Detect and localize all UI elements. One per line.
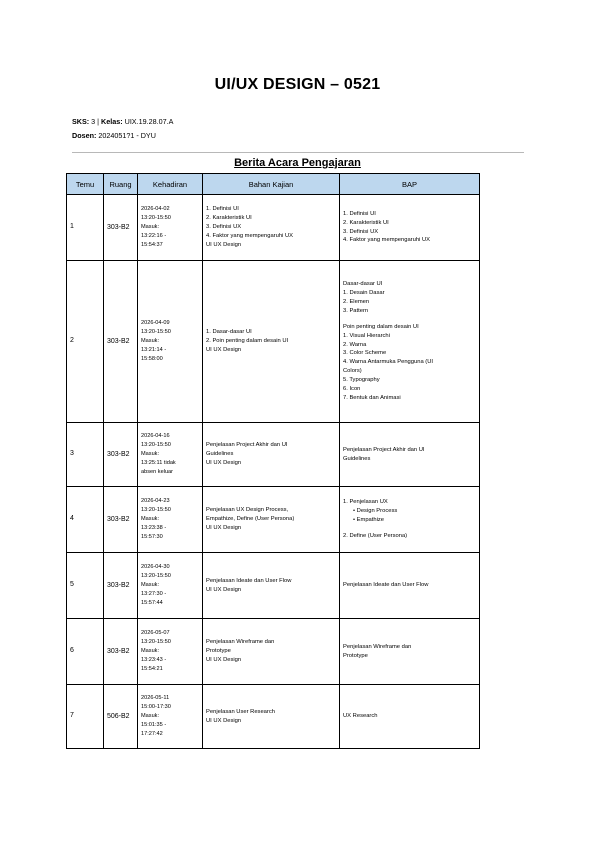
bap-cell-line: 4. Faktor yang mempengaruhi UX: [343, 237, 430, 244]
bahan-kajian-cell-line: 2. Karakteristik UI: [206, 215, 252, 222]
bap-cell-line: [343, 525, 476, 532]
table-row: [67, 553, 480, 619]
kehadiran-cell-line: 13:20-15:50: [141, 573, 171, 580]
column-header-kehadiran: Kehadiran: [138, 174, 203, 195]
attendance-table: [66, 173, 480, 749]
bahan-kajian-cell: [203, 261, 340, 423]
bap-cell-line: UX Research: [343, 713, 378, 719]
bap-cell: [340, 261, 480, 423]
kehadiran-cell-line: 17:27:42: [141, 730, 163, 737]
bap-cell-line: 1. Definisi UI: [343, 210, 376, 217]
kehadiran-cell-line: 13:23:38 -: [141, 524, 167, 531]
kehadiran-cell-line: Masuk:: [141, 713, 160, 720]
bap-cell-line: 4. Warna Antarmuka Pengguna (UI: [343, 359, 434, 366]
bap-cell-line: 2. Karakteristik UI: [343, 219, 389, 226]
sks-value: 3 |: [89, 117, 102, 126]
bahan-kajian-cell: [203, 553, 340, 619]
bap-cell-line: Dasar-dasar UI: [343, 280, 383, 287]
kelas-label: Kelas:: [101, 117, 123, 126]
kehadiran-cell-line: 15:01:35 -: [141, 721, 167, 728]
bap-cell-line: [343, 316, 476, 323]
bap-cell-line: 2. Elemen: [343, 298, 370, 305]
bap-cell: [340, 685, 480, 749]
bahan-kajian-cell-line: Penjelasan User Research: [206, 708, 275, 715]
table-row: [67, 685, 480, 749]
bahan-kajian-cell-line: UI UX Design: [206, 524, 242, 531]
kehadiran-cell-line: 13:21:14 -: [141, 346, 167, 353]
bahan-kajian-cell-line: Prototype: [206, 648, 231, 654]
kehadiran-cell-line: 15:57:44: [141, 599, 163, 606]
course-meta: [72, 117, 173, 126]
bahan-kajian-cell-line: 3. Definisi UX: [206, 224, 242, 230]
kehadiran-cell: [138, 685, 203, 749]
column-header-ruang: Ruang: [104, 174, 138, 195]
kehadiran-cell-line: 15:58:00: [141, 355, 163, 362]
table-row: [67, 423, 480, 487]
kehadiran-cell-line: 13:20-15:50: [141, 215, 171, 222]
bahan-kajian-cell: [203, 423, 340, 487]
kehadiran-cell: [138, 553, 203, 619]
kehadiran-cell-line: 2026-04-02: [141, 206, 170, 213]
kehadiran-cell-line: 2026-04-23: [141, 498, 170, 505]
bap-cell: [340, 619, 480, 685]
bahan-kajian-cell-line: UI UX Design: [206, 656, 242, 663]
ruang-cell: 303-B2: [104, 619, 138, 685]
kehadiran-cell-line: 15:57:30: [141, 533, 163, 540]
kehadiran-cell: [138, 487, 203, 553]
table-row: [67, 487, 480, 553]
kehadiran-cell-line: Masuk:: [141, 516, 160, 523]
bap-cell-line: 6. Icon: [343, 386, 361, 393]
column-header-temu: Temu: [67, 174, 104, 195]
kehadiran-cell-line: 15:54:21: [141, 665, 163, 672]
ruang-cell: 303-B2: [104, 195, 138, 261]
kehadiran-cell: [138, 261, 203, 423]
kehadiran-cell-line: 2026-04-09: [141, 320, 170, 327]
temu-cell: 2: [67, 261, 104, 423]
header-divider: [72, 152, 524, 153]
bahan-kajian-cell: [203, 487, 340, 553]
bahan-kajian-cell-line: 1. Definisi UI: [206, 206, 239, 213]
ruang-cell: 303-B2: [104, 423, 138, 487]
kehadiran-cell-line: Masuk:: [141, 648, 160, 655]
bap-cell-line: Prototype: [343, 652, 368, 659]
bap-cell-line: 1. Desain Dasar: [343, 289, 385, 296]
kelas-value: UIX.19.28.07.A: [122, 117, 174, 126]
bahan-kajian-cell-line: Guidelines: [206, 451, 234, 457]
kehadiran-cell-line: 15:54:37: [141, 241, 163, 248]
bap-cell-line: Penjelasan Wireframe dan: [343, 643, 412, 650]
sks-label: SKS:: [72, 117, 90, 126]
bahan-kajian-cell-line: 2. Poin penting dalam desain UI: [206, 338, 289, 344]
kehadiran-cell-line: absen keluar: [141, 468, 174, 475]
dosen-value: 2024051?1 - DYU: [96, 131, 156, 140]
kehadiran-cell-line: Masuk:: [141, 451, 160, 458]
bahan-kajian-cell: [203, 685, 340, 749]
temu-cell: 1: [67, 195, 104, 261]
kehadiran-cell-line: 13:22:16 -: [141, 232, 167, 239]
ruang-cell: 506-B2: [104, 685, 138, 749]
temu-cell: 7: [67, 685, 104, 749]
temu-cell: 4: [67, 487, 104, 553]
kehadiran-cell-line: Masuk:: [141, 582, 160, 589]
kehadiran-cell-line: 13:25:11 tidak: [141, 459, 176, 466]
bahan-kajian-cell-line: Penjelasan UX Design Process,: [206, 507, 289, 514]
ruang-cell: 303-B2: [104, 261, 138, 423]
bahan-kajian-cell-line: Empathize, Define (User Persona): [206, 516, 295, 522]
bahan-kajian-cell-line: 1. Dasar-dasar UI: [206, 329, 252, 336]
dosen-label: Dosen:: [72, 131, 97, 140]
bap-cell-line: Penjelasan Project Akhir dan UI: [343, 446, 425, 453]
ruang-cell: 303-B2: [104, 487, 138, 553]
kehadiran-cell-line: 13:20-15:50: [141, 507, 171, 514]
kehadiran-cell-line: 13:20-15:50: [141, 329, 171, 336]
kehadiran-cell-line: Masuk:: [141, 338, 160, 345]
bahan-kajian-cell-line: UI UX Design: [206, 346, 242, 353]
bahan-kajian-cell-line: Penjelasan Ideate dan User Flow: [206, 577, 292, 584]
bahan-kajian-cell-line: UI UX Design: [206, 717, 242, 724]
bap-cell-line: 2. Define (User Persona): [343, 532, 408, 539]
bap-cell-line: • Empathize: [353, 517, 385, 523]
page-title: UI/UX DESIGN – 0521: [214, 76, 381, 93]
temu-cell: 3: [67, 423, 104, 487]
bap-cell-line: Guidelines: [343, 455, 371, 462]
bap-cell: [340, 553, 480, 619]
kehadiran-cell-line: 13:23:43 -: [141, 656, 167, 663]
bap-cell-line: • Design Process: [353, 508, 398, 515]
kehadiran-cell: [138, 619, 203, 685]
ruang-cell: 303-B2: [104, 553, 138, 619]
bap-cell-line: Colors): [343, 368, 362, 375]
bap-cell-line: 3. Pattern: [343, 307, 369, 314]
kehadiran-cell-line: 2026-04-30: [141, 564, 170, 571]
bap-cell: [340, 195, 480, 261]
kehadiran-cell-line: 15:00-17:30: [141, 704, 171, 711]
bap-cell: [340, 423, 480, 487]
bahan-kajian-cell-line: Penjelasan Project Akhir dan UI: [206, 442, 288, 449]
table-title: Berita Acara Pengajaran: [234, 157, 361, 169]
table-row: [67, 261, 480, 423]
kehadiran-cell: [138, 423, 203, 487]
bap-cell-line: Poin penting dalam desain UI: [343, 323, 419, 330]
table-row: [67, 619, 480, 685]
kehadiran-cell-line: 13:20-15:50: [141, 442, 171, 449]
bahan-kajian-cell: [203, 195, 340, 261]
bap-cell-line: 2. Warna: [343, 341, 367, 348]
table-row: [67, 195, 480, 261]
kehadiran-cell-line: 13:20-15:50: [141, 639, 171, 646]
bap-cell-line: 3. Definisi UX: [343, 228, 379, 235]
kehadiran-cell-line: 2026-05-11: [141, 695, 170, 702]
kehadiran-cell-line: Masuk:: [141, 224, 160, 231]
temu-cell: 5: [67, 553, 104, 619]
column-header-bahan-kajian: Bahan Kajian: [203, 174, 340, 195]
bap-cell-line: Penjelasan Ideate dan User Flow: [343, 582, 429, 588]
bahan-kajian-cell-line: UI UX Design: [206, 586, 242, 593]
table-header-row: [67, 174, 480, 195]
temu-cell: 6: [67, 619, 104, 685]
kehadiran-cell-line: 2026-04-16: [141, 433, 170, 440]
lecturer-meta: [72, 131, 156, 140]
bap-cell-line: 1. Penjelasan UX: [343, 499, 388, 506]
bahan-kajian-cell-line: 4. Faktor yang mempengaruhi UX: [206, 232, 293, 239]
bap-cell-line: 3. Color Scheme: [343, 350, 387, 357]
bahan-kajian-cell: [203, 619, 340, 685]
bahan-kajian-cell-line: UI UX Design: [206, 459, 242, 466]
bap-cell: [340, 487, 480, 553]
kehadiran-cell-line: 13:27:30 -: [141, 590, 167, 597]
bahan-kajian-cell-line: Penjelasan Wireframe dan: [206, 639, 275, 646]
bap-cell-line: 5. Typography: [343, 377, 380, 384]
bahan-kajian-cell-line: UI UX Design: [206, 241, 242, 248]
kehadiran-cell-line: 2026-05-07: [141, 630, 170, 637]
kehadiran-cell: [138, 195, 203, 261]
column-header-bap: BAP: [340, 174, 480, 195]
bap-cell-line: 1. Visual Hierarchi: [343, 332, 390, 339]
bap-cell-line: 7. Bentuk dan Animasi: [343, 395, 401, 402]
